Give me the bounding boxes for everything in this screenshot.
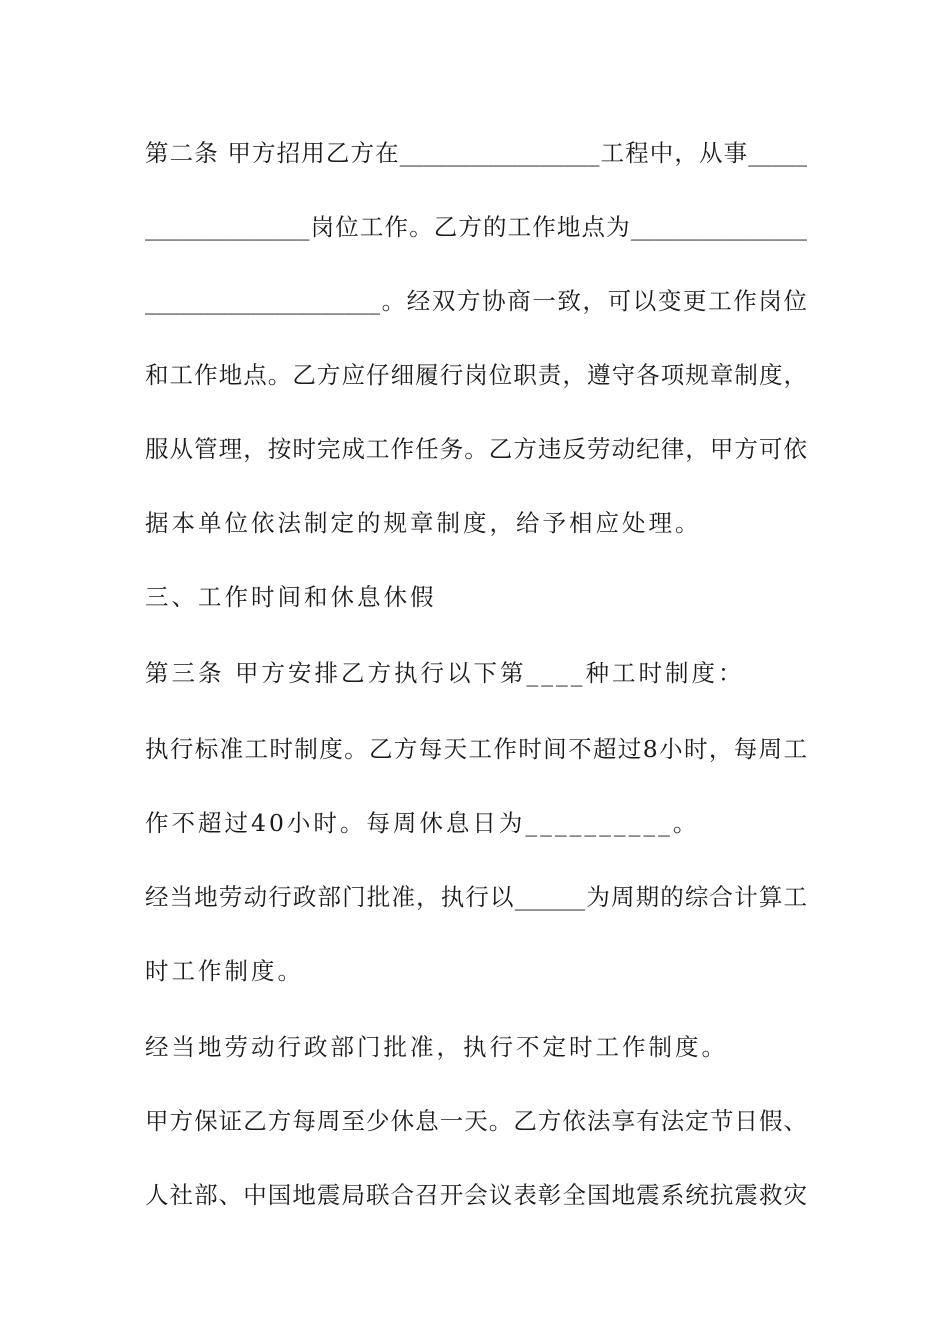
text-line: 第二条 甲方招用乙方在_________________工程中，从事_____ bbox=[145, 139, 807, 167]
text-line: 第三条 甲方安排乙方执行以下第____种工时制度： bbox=[145, 659, 745, 687]
text-line: 作不超过40小时。每周休息日为__________。 bbox=[145, 809, 700, 837]
text-line: 经当地劳动行政部门批准，执行以______为周期的综合计算工 bbox=[145, 883, 807, 911]
text-line: 甲方保证乙方每周至少休息一天。乙方依法享有法定节日假、 bbox=[145, 1107, 807, 1135]
text-line: 经当地劳动行政部门批准，执行不定时工作制度。 bbox=[145, 1033, 728, 1061]
section-heading: 三、工作时间和休息休假 bbox=[145, 583, 437, 611]
text-line: 人社部、中国地震局联合召开会议表彰全国地震系统抗震救灾 bbox=[145, 1181, 807, 1209]
text-line: 时工作制度。 bbox=[145, 957, 304, 985]
text-line: ______________岗位工作。乙方的工作地点为_______________ bbox=[145, 213, 807, 241]
text-line: 服从管理，按时完成工作任务。乙方违反劳动纪律，甲方可依 bbox=[145, 435, 807, 463]
text-line: ____________________。经双方协商一致，可以变更工作岗位 bbox=[145, 287, 807, 315]
text-line: 和工作地点。乙方应仔细履行岗位职责，遵守各项规章制度， bbox=[145, 361, 807, 389]
text-line: 执行标准工时制度。乙方每天工作时间不超过8小时，每周工 bbox=[145, 735, 807, 763]
text-line: 据本单位依法制定的规章制度，给予相应处理。 bbox=[145, 509, 702, 537]
